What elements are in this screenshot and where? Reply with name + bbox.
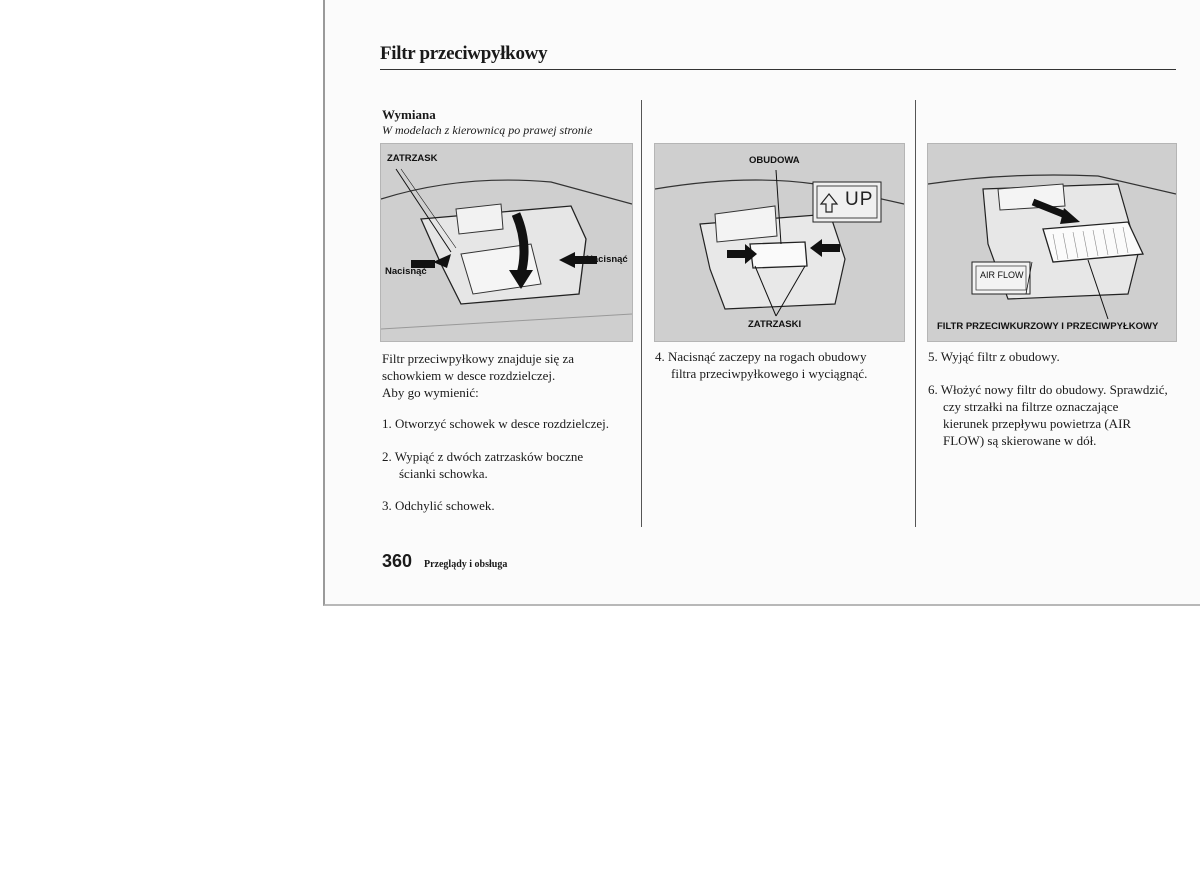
- step-text: ścianki schowka.: [399, 466, 488, 481]
- step-text: FLOW) są skierowane w dół.: [943, 433, 1097, 448]
- label-latch: ZATRZASK: [387, 153, 438, 164]
- step-number: 3.: [382, 498, 392, 513]
- label-press-left: Nacisnąć: [385, 266, 427, 277]
- housing-illustration: [655, 144, 904, 341]
- label-latches: ZATRZASKI: [748, 319, 802, 330]
- step-text: Odchylić schowek.: [395, 498, 495, 513]
- figure-filter-housing: [654, 143, 905, 342]
- step-number: 5.: [928, 349, 938, 364]
- step-number: 4.: [655, 349, 665, 364]
- section-heading: Wymiana: [382, 107, 436, 122]
- label-up: UP: [845, 189, 874, 210]
- intro-line: schowkiem w desce rozdzielczej.: [382, 368, 556, 383]
- step-text: czy strzałki na filtrze oznaczające: [943, 399, 1119, 414]
- step-number: 6.: [928, 382, 938, 397]
- step-1: [382, 415, 609, 432]
- section-name: Przeglądy i obsługa: [424, 559, 508, 570]
- step-number: 2.: [382, 449, 392, 464]
- step-5: [928, 348, 1060, 365]
- step-text: Otworzyć schowek w desce rozdzielczej.: [395, 416, 610, 431]
- title-rule: [380, 69, 1176, 70]
- step-text: Wyjąć filtr z obudowy.: [940, 349, 1060, 364]
- label-press-right: Nacisnąć: [586, 254, 628, 265]
- step-6: [928, 381, 1168, 449]
- step-3: [382, 497, 495, 514]
- glovebox-illustration: [381, 144, 632, 341]
- step-text: Włożyć nowy filtr do obudowy. Sprawdzić,: [940, 382, 1168, 397]
- figure-filter-removal: [927, 143, 1177, 342]
- column-divider-1: [641, 100, 642, 527]
- intro-line: Filtr przeciwpyłkowy znajduje się za: [382, 351, 575, 366]
- filter-illustration: [928, 144, 1176, 341]
- section-subheading: W modelach z kierownicą po prawej stronie: [382, 123, 593, 137]
- intro-line: Aby go wymienić:: [382, 385, 479, 400]
- label-filter-caption: FILTR PRZECIWKURZOWY I PRZECIWPYŁKOWY: [937, 321, 1159, 332]
- step-text: Wypiąć z dwóch zatrzasków boczne: [394, 449, 584, 464]
- step-2: [382, 448, 583, 482]
- label-housing: OBUDOWA: [749, 155, 800, 166]
- step-4: [655, 348, 867, 382]
- page-number: 360: [382, 551, 413, 571]
- step-text: Nacisnąć zaczepy na rogach obudowy: [668, 349, 867, 364]
- intro-paragraph: [382, 350, 574, 401]
- step-text: filtra przeciwpyłkowego i wyciągnąć.: [671, 366, 868, 381]
- page-title: Filtr przeciwpyłkowy: [380, 43, 548, 64]
- column-divider-2: [915, 100, 916, 527]
- figure-glovebox: [380, 143, 633, 342]
- label-airflow: AIR FLOW: [980, 270, 1024, 280]
- step-text: kierunek przepływu powietrza (AIR: [943, 416, 1132, 431]
- step-number: 1.: [382, 416, 392, 431]
